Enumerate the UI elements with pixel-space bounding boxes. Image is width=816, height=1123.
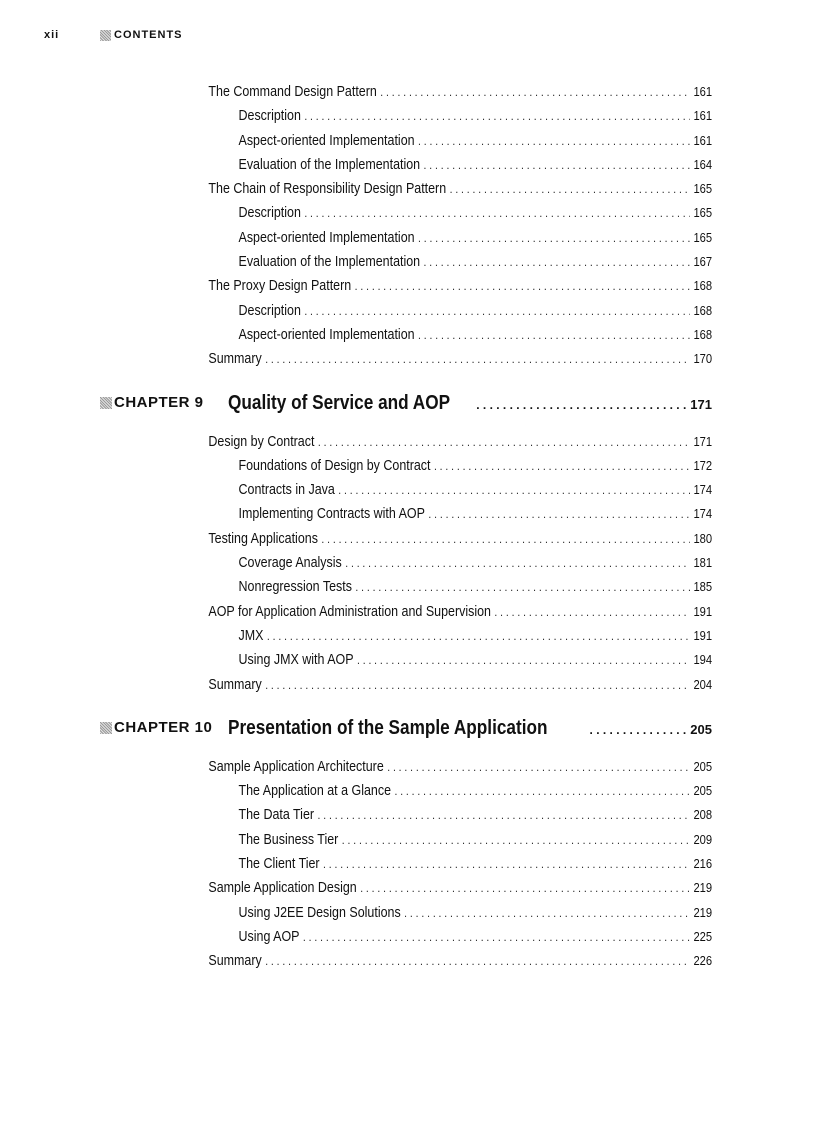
entry-page-number: 205 [693,783,713,799]
dot-leader [590,723,686,737]
chapter-heading [88,717,712,757]
entry-title: Evaluation of the Implementation [238,156,421,173]
chapter-label [88,719,228,736]
dot-leader [418,134,690,148]
dot-leader [360,881,690,895]
entry-page-number: 181 [693,555,713,571]
entry-title: Using AOP [238,928,300,945]
section-marker-icon [100,30,111,41]
entry-page-number: 172 [693,457,713,473]
chapter-marker-icon [100,397,112,409]
entry-page-number: 225 [693,928,713,944]
entry-title: Contracts in Java [238,482,335,499]
chapter-page-number: 205 [690,721,712,737]
entry-page-number: 180 [693,530,713,546]
entry-page-number: 219 [693,904,713,920]
toc-entry[interactable] [88,434,712,458]
entry-page-number: 165 [693,229,713,245]
entry-title: Foundations of Design by Contract [238,457,431,474]
dot-leader [345,556,690,570]
page-number: xii [44,29,60,41]
dot-leader [424,158,690,172]
entry-title: Description [238,302,301,319]
entry-title: Implementing Contracts with AOP [238,506,425,523]
entry-title: The Application at a Glance [238,783,392,800]
toc-entry[interactable] [88,677,712,701]
dot-leader [494,605,689,619]
dot-leader [418,231,690,245]
toc-entry[interactable] [88,181,712,205]
entry-page-number: 165 [693,181,713,197]
dot-leader [357,653,690,667]
entry-title: Summary [208,676,262,693]
dot-leader [338,483,689,497]
toc-subentry[interactable] [88,133,712,157]
entry-title: Sample Application Architecture [208,758,384,775]
entry-title: Aspect-oriented Implementation [238,229,415,246]
toc-entry[interactable] [88,880,712,904]
toc-subentry[interactable] [88,205,712,229]
dot-leader [342,833,690,847]
entry-title: Description [238,205,301,222]
entry-title: Nonregression Tests [238,579,352,596]
table-of-contents [88,84,712,978]
entry-page-number: 185 [693,579,713,595]
dot-leader [434,459,690,473]
toc-entry[interactable] [88,278,712,302]
running-head-section: CONTENTS [114,29,183,41]
entry-page-number: 191 [693,603,713,619]
dot-leader [317,808,689,822]
entry-title: Aspect-oriented Implementation [238,326,415,343]
entry-title: Aspect-oriented Implementation [238,132,415,149]
toc-subentry[interactable] [88,108,712,132]
entry-page-number: 208 [693,807,713,823]
entry-title: Coverage Analysis [238,555,342,572]
dot-leader [450,182,690,196]
entry-title: The Client Tier [238,856,320,873]
entry-title: The Command Design Pattern [208,84,377,100]
dot-leader [321,532,689,546]
toc-entry[interactable] [88,531,712,555]
dot-leader [428,507,689,521]
toc-subentry[interactable] [88,230,712,254]
entry-page-number: 174 [693,506,713,522]
toc-subentry[interactable] [88,905,712,929]
toc-subentry[interactable] [88,628,712,652]
chapter-label [88,394,228,411]
dot-leader [424,255,690,269]
dot-leader [304,109,689,123]
chapter-label-text: CHAPTER 9 [114,394,204,412]
toc-subentry[interactable] [88,807,712,831]
entry-title: JMX [238,627,264,644]
chapter-title[interactable]: Quality of Service and AOP [228,391,451,414]
entry-page-number: 167 [693,254,713,270]
toc-subentry[interactable] [88,482,712,506]
entry-page-number: 174 [693,482,713,498]
dot-leader [304,206,689,220]
entry-title: The Data Tier [238,807,315,824]
toc-subentry[interactable] [88,303,712,327]
dot-leader [355,580,689,594]
entry-title: The Chain of Responsibility Design Pattern [208,181,447,198]
entry-title: Testing Applications [208,530,318,547]
toc-entry[interactable] [88,351,712,375]
entry-title: Using JMX with AOP [238,652,354,669]
dot-leader [476,398,686,412]
chapter-page-number: 171 [690,396,712,412]
dot-leader [404,906,690,920]
entry-page-number: 161 [693,108,713,124]
toc-subentry[interactable] [88,652,712,676]
entry-page-number: 168 [693,278,713,294]
entry-title: The Business Tier [238,831,339,848]
entry-page-number: 219 [693,880,713,896]
entry-page-number: 226 [693,953,713,969]
entry-title: The Proxy Design Pattern [208,278,352,295]
toc-subentry[interactable] [88,832,712,856]
entry-page-number: 216 [693,856,713,872]
dot-leader [418,328,690,342]
entry-page-number: 171 [693,433,713,449]
toc-entry[interactable] [88,84,712,108]
chapter-heading [88,392,712,432]
entry-page-number: 194 [693,652,713,668]
chapter-marker-icon [100,722,112,734]
toc-subentry[interactable] [88,506,712,530]
toc-subentry[interactable] [88,157,712,181]
toc-subentry[interactable] [88,327,712,351]
entry-page-number: 165 [693,205,713,221]
entry-page-number: 205 [693,758,713,774]
entry-title: Evaluation of the Implementation [238,254,421,271]
entry-title: Summary [208,953,262,970]
entry-page-number: 161 [693,84,713,99]
toc-subentry[interactable] [88,254,712,278]
toc-subentry[interactable] [88,929,712,953]
chapter-title[interactable]: Presentation of the Sample Application [228,716,548,739]
dot-leader [265,352,690,366]
toc-entry[interactable] [88,953,712,977]
entry-page-number: 191 [693,627,713,643]
dot-leader [265,678,690,692]
entry-page-number: 161 [693,132,713,148]
toc-subentry[interactable] [88,856,712,880]
entry-title: Description [238,108,301,125]
toc-entry[interactable] [88,759,712,783]
entry-page-number: 168 [693,326,713,342]
dot-leader [380,85,689,99]
chapter-label-text: CHAPTER 10 [114,719,213,737]
dot-leader [303,930,690,944]
toc-subentry[interactable] [88,579,712,603]
entry-page-number: 170 [693,351,713,367]
running-head [44,29,183,41]
dot-leader [318,435,690,449]
toc-entry[interactable] [88,604,712,628]
dot-leader [304,304,689,318]
toc-subentry[interactable] [88,458,712,482]
entry-page-number: 209 [693,831,713,847]
entry-title: Using J2EE Design Solutions [238,904,401,921]
entry-title: Sample Application Design [208,880,357,897]
entry-title: AOP for Application Administration and Supervision [208,603,491,620]
toc-subentry[interactable] [88,783,712,807]
dot-leader [394,784,689,798]
entry-page-number: 204 [693,676,713,692]
dot-leader [267,629,690,643]
entry-page-number: 164 [693,156,713,172]
dot-leader [355,279,690,293]
dot-leader [387,760,690,774]
entry-page-number: 168 [693,302,713,318]
toc-subentry[interactable] [88,555,712,579]
dot-leader [265,954,690,968]
entry-title: Summary [208,351,262,368]
dot-leader [323,857,690,871]
entry-title: Design by Contract [208,433,315,450]
